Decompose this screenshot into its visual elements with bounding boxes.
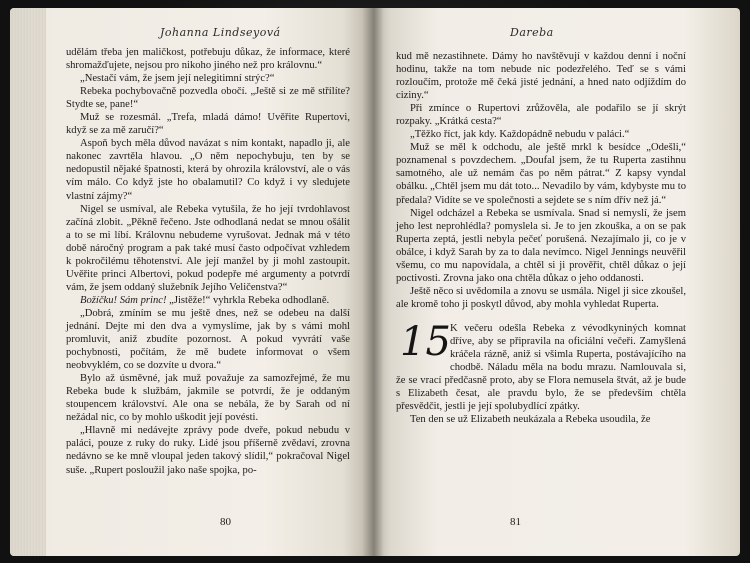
paragraph: Ještě něco si uvědomila a znovu se usmála. Nigel ji sice zkoušel, ale kromě toho ji poskytl důvod, aby mohla vyhledat Ruperta. <box>396 285 686 310</box>
paragraph: „Dobrá, zmíním se mu ještě dnes, než se odebeu na další jednání. Dejte mi den dva a vymyslíme, jak by s vámi mohl promluvit, aniž zbudíte pozornost. A pokud vyvrátí vaše pochybnosti, počítám, že mě budete informovat o všem neobvyklém, co se dozvíte u dvora.“ <box>66 307 350 372</box>
chapter-number: 15 <box>400 318 451 365</box>
paragraph: kud mě nezastihnete. Dámy ho navštěvují v každou denní i noční hodinu, takže na tom nebude nic podezřelého. Teď se s vámi rozloučím, protože mě čeká jisté jednání, a hned nato odjíždím do ciziny.“ <box>396 51 686 102</box>
left-page <box>10 8 372 556</box>
chapter-opening <box>396 318 686 426</box>
paragraph: „Hlavně mi nedávejte zprávy pode dveře, pokud nebudu v paláci, pouze z ruky do ruky. Lidé jsou příšerně zvědaví, zrovna nedávno se ke mně vloupal jeden takový slídil,“ pokračoval Nigel suše. „Rupert posloužil jako naše spojka, po- <box>66 425 350 476</box>
paragraph: Muž se měl k odchodu, ale ještě mrkl k besídce „Odešli,“ poznamenal s povzdechem. „Doufal jsem, že tu Ruperta zastihnu samotného, ale už nemám čas po něm pátrat.“ Z kapsy vyndal obálku. „Chtěl jsem mu dát toto... Nevadilo by vám, kdybyste mu to předala? Vidíte se ve společnosti a sejdete se s ním dřív než já.“ <box>396 142 686 206</box>
paragraph: „Nestačí vám, že jsem její nelegitimní strýc?“ <box>80 73 275 85</box>
paragraph: Bylo až úsměvné, jak muž považuje za samozřejmé, že mu Rebeka bude k službám, jakmile se potvrdí, že je oddaným stoupencem království. Ale ona se nebála, že by Sarah od ní nežádal nic, co by mohlo uškodit její povésti. <box>66 373 350 424</box>
italic-thought: Božíčku! Sám princ! <box>80 294 167 306</box>
running-head-title: Dareba <box>510 26 554 39</box>
paragraph: Aspoň bych měla důvod navázat s ním kontakt, napadlo ji, ale nakonec zavrtěla hlavou. „O něm nepochybuju, ten by se nedopustil nějaké špatnosti, která by ohrozila království, ale o vás vím málo. Co když jste ho obalamutil? Co když i vy sledujete vlastní zájmy?“ <box>66 138 350 202</box>
paragraph: Ten den se už Elizabeth neukázala a Rebeka usoudila, že <box>410 414 651 426</box>
paragraph-rest: „Jistěže!“ vyhrkla Rebeka odhodlaně. <box>166 294 330 306</box>
open-book <box>10 8 740 556</box>
page-edges <box>10 8 46 556</box>
right-page <box>372 8 740 556</box>
left-page-text <box>66 46 350 477</box>
page-number: 81 <box>510 516 521 528</box>
paragraph: Muž se rozesmál. „Trefa, mladá dámo! Uvěřite Rupertovi, když se za mě zaručí?“ <box>66 112 350 137</box>
paragraph: udělám třeba jen maličkost, potřebuju důkaz, že informace, které shromažďujete, nejsou pro nikoho jiného než pro královnu.“ <box>66 47 350 72</box>
paragraph: Při zmínce o Rupertovi zrůžověla, ale podařilo se jí skrýt rozpaky. „Krátká cesta?“ <box>396 103 686 128</box>
paragraph <box>66 294 350 307</box>
paragraph: „Těžko říct, jak kdy. Každopádně nebudu v paláci.“ <box>410 129 630 141</box>
right-page-text <box>396 50 686 426</box>
paragraph: K večeru odešla Rebeka z vévodkyniných komnat dříve, aby se připravila na oficiální večeři. Zamyšlená kráčela rázně, aniž si všimla Ruperta, postávajícího na chodbě. Náladu měla na bodu mrazu. Namlouvala si, že se vrací předčasně proto, aby se Flora nemusela štvát, až je bude s Elizabeth česat, ale pravdu bylo, že se především chtěla přesvědčit, jestli je její spolubydlící zpátky. <box>396 322 686 413</box>
running-head-author: Johanna Lindseyová <box>160 26 281 39</box>
paragraph: Nigel odcházel a Rebeka se usmívala. Snad si nemyslí, že jsem jeho lest neprohlédla? pomyslela si. Je to jen zkouška, a on se pak Ruperta zeptá, jestli nebyla pečeť porušená. Nezajímalo ji, co je v obálce, i když Sarah by za to dala nevímco. Nigel Jennings neuvěřil všemu, co mu napovídala, a chtěl si ji prověřit, chtěl důkaz o její poctivosti. Zrovna jako ona chtěla důkaz o jeho oddanosti. <box>396 207 686 284</box>
paragraph: Nigel se usmíval, ale Rebeka vytušila, že ho její tvrdohlavost začíná zlobit. „Pěkně řečeno. Jste odhodlaná nedat se mnou ošálit a to se mi líbí. Královnu nebudeme vyrušovat. Jednak má v této době náročný program a pak také musí často odpočívat vzhledem k pokročilému těhotenství. Ale její manžel by ji mohl zastoupit. Uvěřite princi Albertovi, pokud podepře mé argumenty a potvrdí vám, že jsem oddaný služebník Jejího Veličenstva?“ <box>66 203 350 293</box>
page-number: 80 <box>220 516 231 528</box>
paragraph: Rebeka pochybovačně pozvedla obočí. „Ještě si ze mě střílíte? Stydte se, pane!“ <box>66 86 350 111</box>
